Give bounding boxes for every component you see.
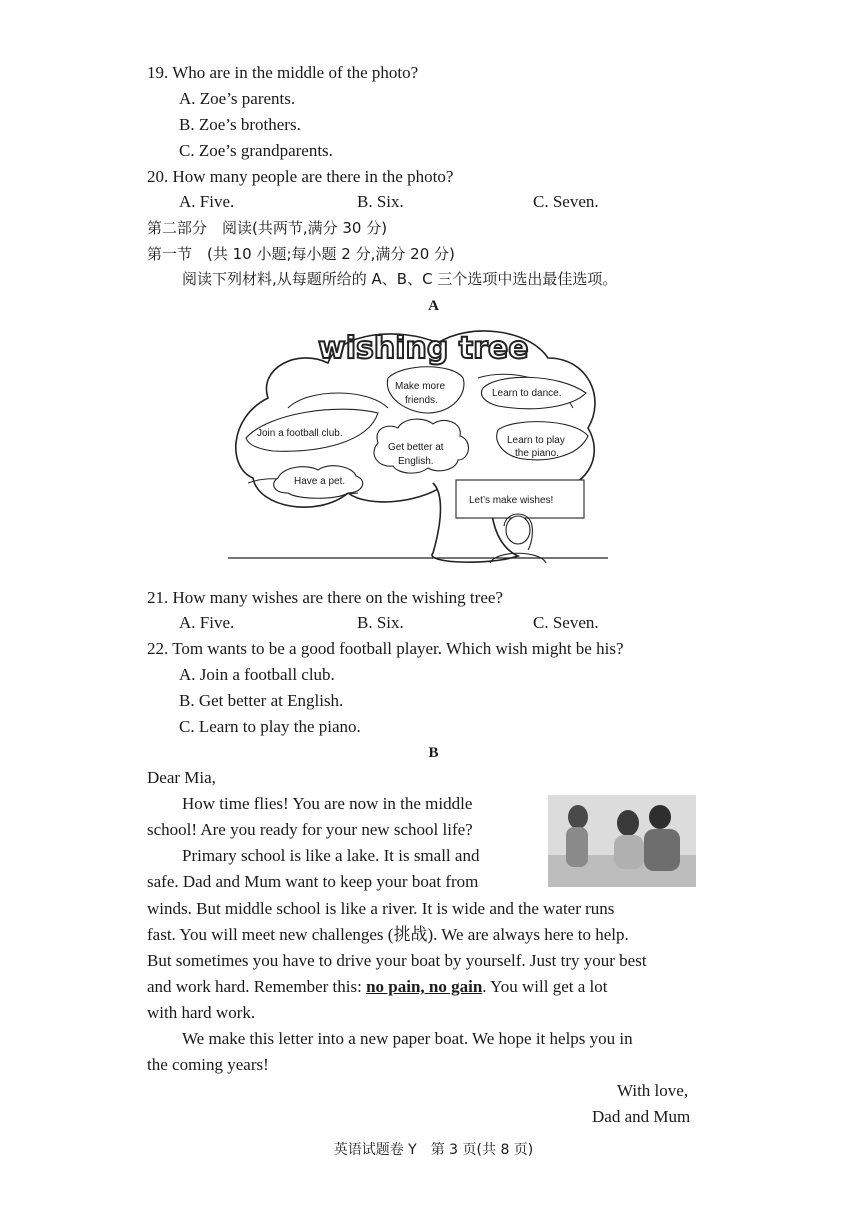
letter-text: . You will get a lot	[482, 977, 608, 996]
letter-greeting: Dear Mia,	[147, 768, 216, 787]
option-a: A. Join a football club.	[179, 665, 335, 684]
letter-text: and work hard. Remember this:	[147, 977, 367, 996]
wish-text: Have a pet.	[294, 476, 346, 487]
question-22	[147, 638, 623, 660]
letter-line: fast. You will meet new challenges (挑战). We are always here to help.	[147, 925, 629, 944]
wish-text: Join a football club.	[257, 428, 343, 439]
passage-b-label: B	[428, 745, 439, 761]
letter-line: Primary school is like a lake. It is small and	[182, 846, 480, 865]
option-a: A. Five.	[179, 192, 235, 211]
question-number: 21.	[147, 588, 169, 607]
wish-text: English.	[398, 456, 434, 467]
question-number: 22.	[147, 639, 169, 658]
passage-a-label: A	[428, 298, 439, 314]
emphasis-phrase: no pain, no gain	[366, 977, 483, 996]
wish-text: the piano.	[515, 448, 559, 459]
letter-line: school! Are you ready for your new school life?	[147, 820, 473, 839]
letter-line: winds. But middle school is like a river. It is wide and the water runs	[147, 899, 615, 918]
question-text: How many people are there in the photo?	[172, 167, 454, 186]
option-c: C. Seven.	[533, 613, 599, 632]
wish-text: Learn to play	[507, 435, 565, 446]
letter-signature: Dad and Mum	[592, 1107, 691, 1126]
question-text: Tom wants to be a good football player. Which wish might be his?	[172, 639, 624, 658]
speech-text: Let’s make wishes!	[469, 495, 554, 506]
option-b: B. Get better at English.	[179, 691, 344, 710]
wishing-tree-illustration	[228, 318, 608, 573]
option-c: C. Learn to play the piano.	[179, 717, 361, 736]
part-heading: 第二部分 阅读(共两节,满分 30 分)	[147, 219, 388, 237]
question-number: 19.	[147, 63, 169, 82]
wish-text: Get better at	[388, 442, 444, 453]
question-text: How many wishes are there on the wishing tree?	[172, 588, 503, 607]
option-b: B. Six.	[357, 192, 404, 211]
letter-line: But sometimes you have to drive your boat by yourself. Just try your best	[147, 951, 647, 970]
question-text: Who are in the middle of the photo?	[172, 63, 419, 82]
section-heading: 第一节 (共 10 小题;每小题 2 分,满分 20 分)	[147, 245, 455, 263]
wish-text: friends.	[405, 395, 438, 406]
instructions: 阅读下列材料,从每题所给的 A、B、C 三个选项中选出最佳选项。	[182, 270, 618, 288]
letter-line: safe. Dad and Mum want to keep your boat from	[147, 872, 479, 891]
option-a: A. Zoe’s parents.	[179, 89, 296, 108]
letter-line: the coming years!	[147, 1055, 269, 1074]
letter-line: How time flies! You are now in the middle	[182, 794, 473, 813]
question-number: 20.	[147, 167, 169, 186]
wish-text: Learn to dance.	[492, 388, 562, 399]
question-20	[147, 166, 453, 188]
letter-closing: With love,	[617, 1081, 689, 1100]
option-a: A. Five.	[179, 613, 235, 632]
wish-text: Make more	[395, 381, 446, 392]
letter-line	[147, 976, 607, 998]
option-c: C. Zoe’s grandparents.	[179, 141, 333, 160]
option-c: C. Seven.	[533, 192, 599, 211]
question-21	[147, 587, 503, 609]
letter-line: with hard work.	[147, 1003, 256, 1022]
option-b: B. Zoe’s brothers.	[179, 115, 301, 134]
letter-line: We make this letter into a new paper boat. We hope it helps you in	[182, 1029, 633, 1048]
option-b: B. Six.	[357, 613, 404, 632]
tree-title: wishing tree	[318, 331, 529, 366]
page-footer: 英语试题卷 Y 第 3 页(共 8 页)	[333, 1142, 534, 1158]
family-photo	[548, 795, 696, 887]
question-19	[147, 62, 418, 84]
